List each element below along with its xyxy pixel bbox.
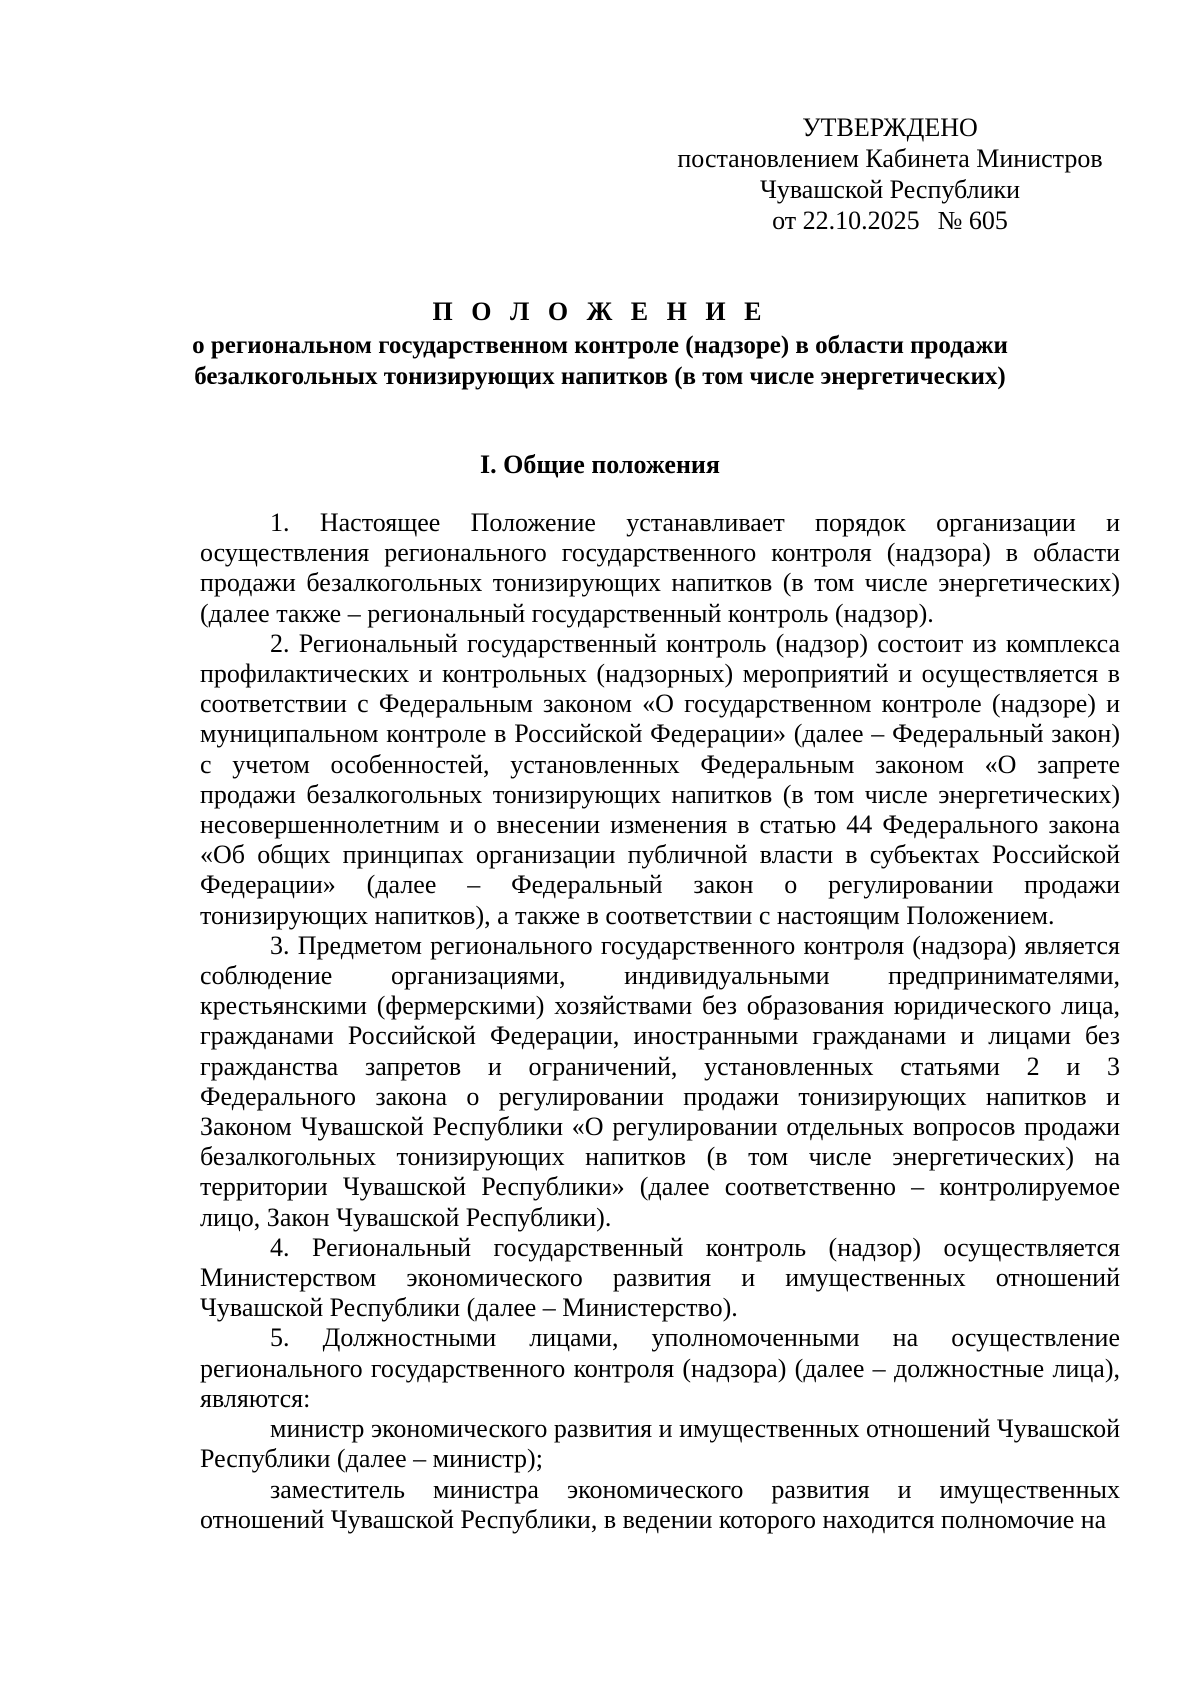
document-subtitle-line2: безалкогольных тонизирующих напитков (в том числе энергетических) [194,363,1006,390]
paragraph-5: 5. Должностными лицами, уполномоченными на осуществление регионального государственного контроля (надзора) (далее – должностные лица), являются: [200,1323,1120,1413]
approval-date: от 22.10.2025 [772,206,920,235]
approval-issuer: постановлением Кабинета Министров [677,144,1103,173]
paragraph-4: 4. Региональный государственный контроль (надзор) осуществляется Министерством экономического развития и имущественных отношений Чувашской Республики (далее – Министерство). [200,1232,1120,1323]
document-body [200,508,1120,1535]
section-heading: I. Общие положения [480,450,720,479]
paragraph-5-item-deputy: заместитель министра экономического развития и имущественных отношений Чувашской Республики, в ведении которого находится полномочие на [200,1474,1120,1534]
approval-region: Чувашской Республики [759,175,1021,204]
approval-label: УТВЕРЖДЕНО [802,113,978,142]
document-title [200,296,1000,329]
paragraph-1: 1. Настоящее Положение устанавливает порядок организации и осуществления регионального государственного контроля (надзора) в области продажи безалкогольных тонизирующих напитков (в том числе энергетических) (далее также – региональный государственный контроль (надзор). [200,508,1120,628]
approval-number: № 605 [937,206,1008,235]
paragraph-5-item-minister: министр экономического развития и имущественных отношений Чувашской Республики (далее – министр); [200,1414,1120,1474]
document-subtitle-line1: о региональном государственном контроле (надзоре) в области продажи [192,332,1008,359]
document-subtitle [190,330,1010,392]
paragraph-2: 2. Региональный государственный контроль (надзор) состоит из комплекса профилактических и контрольных (надзорных) мероприятий и осуществляется в соответствии с Федеральным законом «О государственном контроле (надзоре) и муниципальном контроле в Российской Федерации» (далее – Федеральный закон) с учетом особенностей, установленных Федеральным законом «О запрете продажи безалкогольных тонизирующих напитков (в том числе энергетических) несовершеннолетним и о внесении изменения в статью 44 Федерального закона «Об общих принципах организации публичной власти в субъектах Российской Федерации» (далее – Федеральный закон о регулировании продажи тонизирующих напитков), а также в соответствии с настоящим Положением. [200,628,1120,930]
document-title-heading: П О Л О Ж Е Н И Е [432,297,768,326]
approval-date-number [660,205,1120,236]
paragraph-3: 3. Предметом регионального государственного контроля (надзора) является соблюдение организациями, индивидуальными предпринимателями, крестьянскими (фермерскими) хозяйствами без образования юридического лица, гражданами Российской Федерации, иностранными гражданами и лицами без гражданства запретов и ограничений, установленных статьями 2 и 3 Федерального закона о регулировании продажи тонизирующих напитков и Законом Чувашской Республики «О регулировании отдельных вопросов продажи безалкогольных тонизирующих напитков (в том числе энергетических) на территории Чувашской Республики» (далее соответственно – контролируемое лицо, Закон Чувашской Республики). [200,930,1120,1232]
approval-stamp-block [660,112,1120,236]
